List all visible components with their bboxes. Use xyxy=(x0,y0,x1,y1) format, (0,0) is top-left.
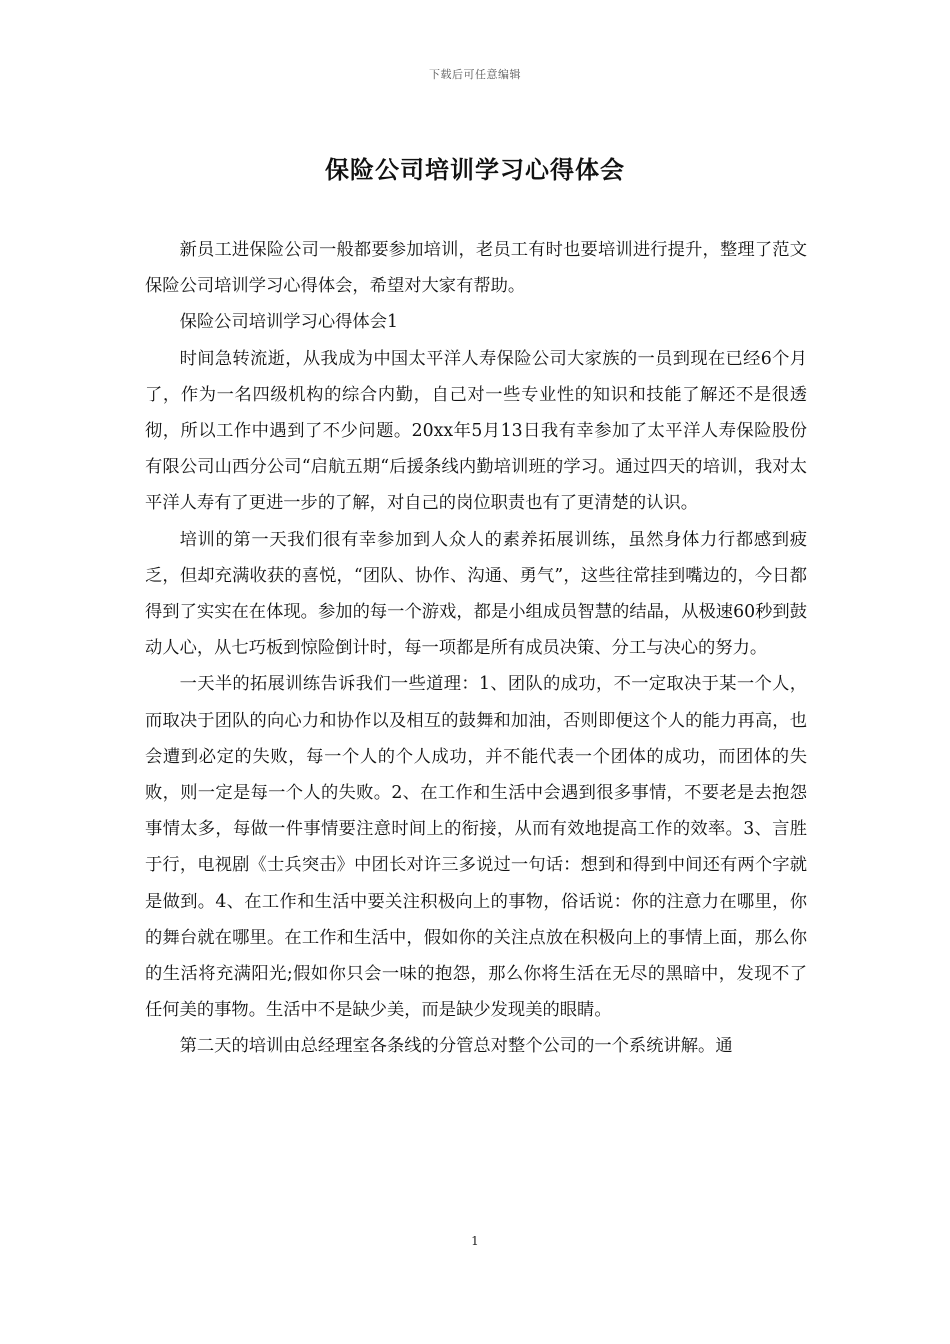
document-body xyxy=(145,232,807,1065)
section-heading: 保险公司培训学习心得体会1 xyxy=(179,312,398,333)
paragraph: 一天半的拓展训练告诉我们一些道理：1、团队的成功，不一定取决于某一个人，而取决于团队的向心力和协作以及相互的鼓舞和加油，否则即便这个人的能力再高，也会遭到必定的失败，每一个人的个人成功，并不能代表一个团体的成功，而团体的失败，则一定是每一个人的失败。2、在工作和生活中会遇到很多事情，不要老是去抱怨事情太多，每做一件事情要注意时间上的衔接，从而有效地提高工作的效率。3、言胜于行，电视剧《士兵突击》中团长对许三多说过一句话：想到和得到中间还有两个字就是做到。4、在工作和生活中要关注积极向上的事物，俗话说：你的注意力在哪里，你的舞台就在哪里。在工作和生活中，假如你的关注点放在积极向上的事情上面，那么你的生活将充满阳光;假如你只会一味的抱怨，那么你将生活在无尽的黑暗中，发现不了任何美的事物。生活中不是缺少美，而是缺少发现美的眼睛。 xyxy=(145,674,807,1021)
paragraph-intro: 新员工进保险公司一般都要参加培训，老员工有时也要培训进行提升，整理了范文保险公司培训学习心得体会，希望对大家有帮助。 xyxy=(145,240,807,297)
page-number: 1 xyxy=(471,1234,479,1248)
paragraph: 第二天的培训由总经理室各条线的分管总对整个公司的一个系统讲解。通 xyxy=(179,1036,733,1057)
header-note: 下载后可任意编辑 xyxy=(429,68,521,81)
document-title: 保险公司培训学习心得体会 xyxy=(325,155,625,184)
paragraph: 时间急转流逝，从我成为中国太平洋人寿保险公司大家族的一员到现在已经6个月了，作为一名四级机构的综合内勤，自己对一些专业性的知识和技能了解还不是很透彻，所以工作中遇到了不少问题。20xx年5月13日我有幸参加了太平洋人寿保险股份有限公司山西分公司“启航五期“后援条线内勤培训班的学习。通过四天的培训，我对太平洋人寿有了更进一步的了解，对自己的岗位职责也有了更清楚的认识。 xyxy=(145,348,807,514)
paragraph: 培训的第一天我们很有幸参加到人众人的素养拓展训练，虽然身体力行都感到疲乏，但却充满收获的喜悦，“团队、协作、沟通、勇气”，这些往常挂到嘴边的，今日都得到了实实在在体现。参加的每一个游戏，都是小组成员智慧的结晶，从极速60秒到鼓动人心，从七巧板到惊险倒计时，每一项都是所有成员决策、分工与决心的努力。 xyxy=(145,529,807,659)
